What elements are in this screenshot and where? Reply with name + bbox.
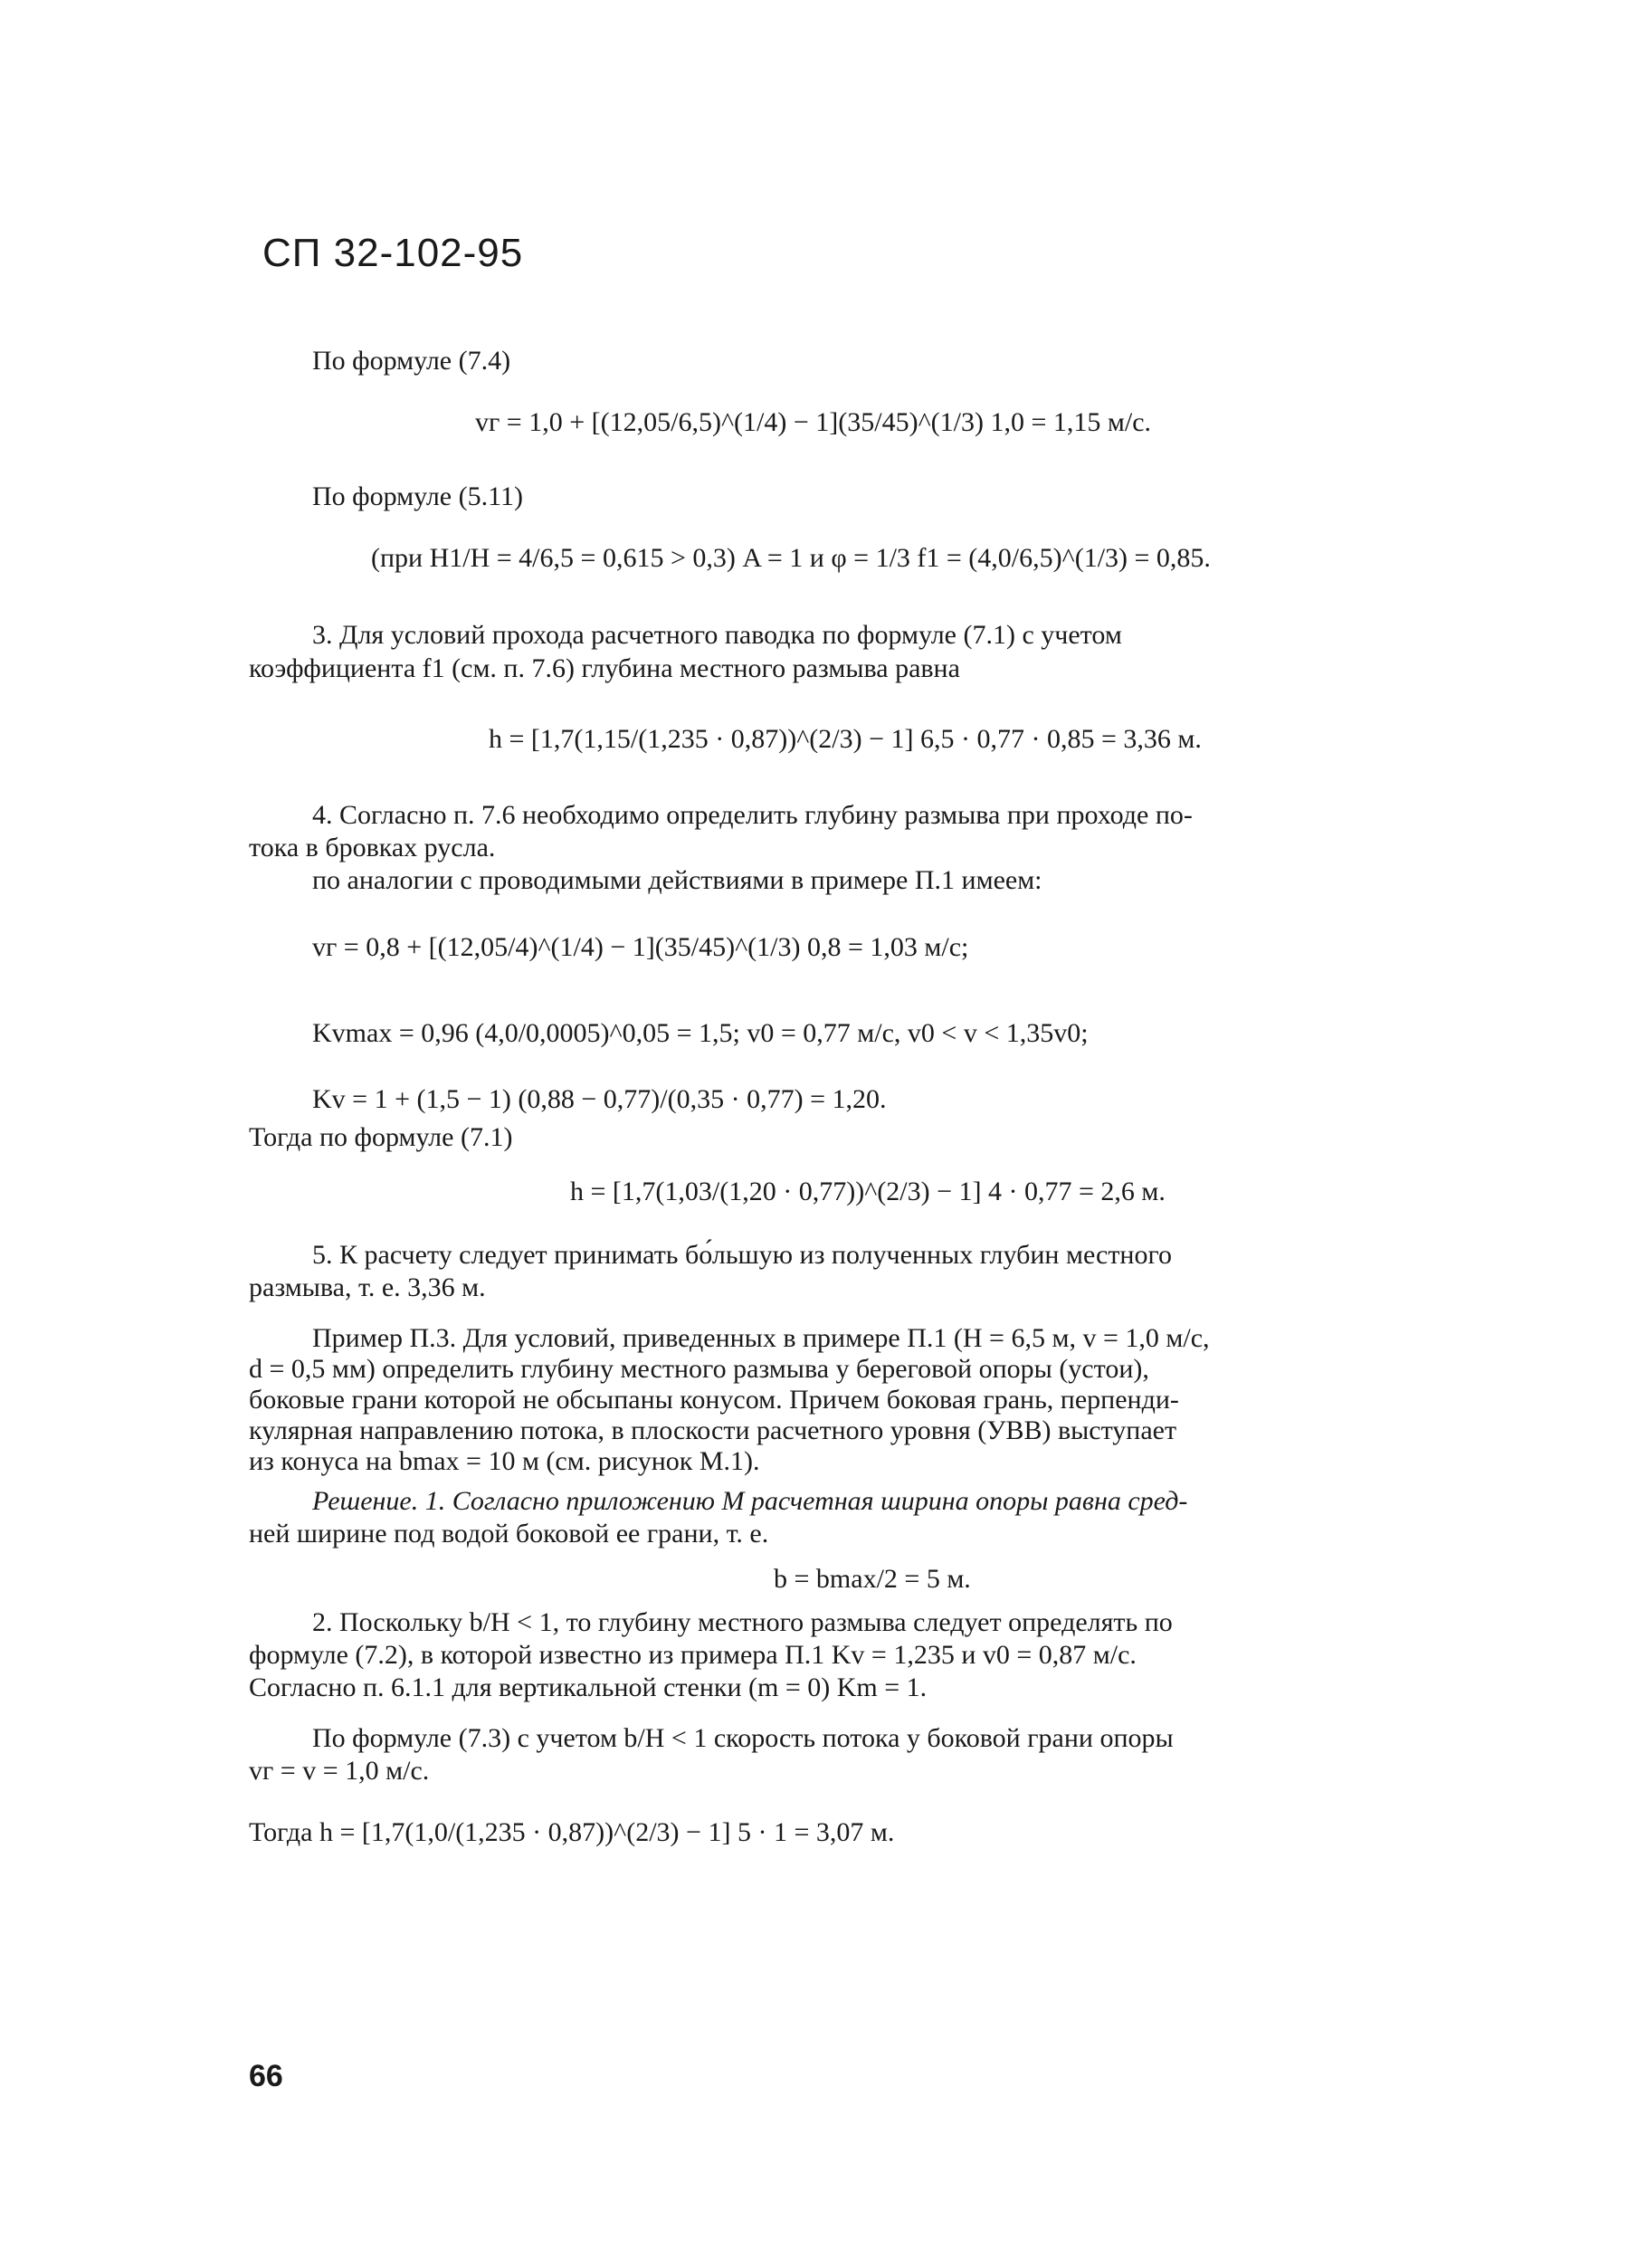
example-line-5: из конуса на bmax = 10 м (см. рисунок М.1). [249,1446,760,1476]
paragraph-4-line-2: тока в бровках русла. [249,833,496,862]
example-line-3: боковые грани которой не обсыпаны конусом. Причем боковая грань, перпенди- [249,1385,1179,1415]
solution-line-1: Решение. 1. Согласно приложению М расчетная ширина опоры равна сред- [312,1486,1188,1516]
example-line-1: Пример П.3. Для условий, приведенных в примере П.1 (H = 6,5 м, v = 1,0 м/с, [312,1323,1210,1353]
formula-velocity-2: vг = 0,8 + [(12,05/4)^(1/4) − 1](35/45)^(1/3) 0,8 = 1,03 м/с; [312,932,969,962]
paragraph-3-line-2: коэффициента f1 (см. п. 7.6) глубина местного размыва равна [249,653,960,683]
paragraph-7-line-2: vг = v = 1,0 м/с. [249,1756,430,1786]
paragraph-6-line-3: Согласно п. 6.1.1 для вертикальной стенки (m = 0) Km = 1. [249,1672,928,1702]
formula-kv: Kv = 1 + (1,5 − 1) (0,88 − 0,77)/(0,35 · 0,77) = 1,20. [312,1084,887,1114]
example-line-2: d = 0,5 мм) определить глубину местного размыва у береговой опоры (устои), [249,1354,1149,1384]
text-line: По формуле (5.11) [312,481,523,511]
text-line: По формуле (7.4) [312,346,511,376]
paragraph-5-line-2: размыва, т. е. 3,36 м. [249,1272,486,1302]
formula-kv-max: Kvmax = 0,96 (4,0/0,0005)^0,05 = 1,5; v0 = 0,77 м/с, v0 < v < 1,35v0; [312,1018,1089,1048]
paragraph-5-line-1: 5. К расчету следует принимать бо́льшую из полученных глубин местного [312,1240,1173,1270]
solution-line-2: ней ширине под водой боковой ее грани, т. е. [249,1519,769,1549]
formula-depth-3: Тогда h = [1,7(1,0/(1,235 · 0,87))^(2/3) − 1] 5 · 1 = 3,07 м. [249,1817,895,1847]
paragraph-4-line-1: 4. Согласно п. 7.6 необходимо определить глубину размыва при проходе по- [312,800,1193,830]
document-code: СП 32-102-95 [262,231,524,275]
page-number: 66 [249,2059,283,2093]
formula-coefficient-f1: (при H1/H = 4/6,5 = 0,615 > 0,3) A = 1 и φ = 1/3 f1 = (4,0/6,5)^(1/3) = 0,85. [371,543,1211,573]
paragraph-6-line-1: 2. Поскольку b/H < 1, то глубину местного размыва следует определять по [312,1607,1173,1637]
text-line: Тогда по формуле (7.1) [249,1122,513,1152]
paragraph-3-line-1: 3. Для условий прохода расчетного паводка по формуле (7.1) с учетом [312,620,1122,650]
example-line-4: кулярная направлению потока, в плоскости расчетного уровня (УВВ) выступает [249,1415,1177,1445]
formula-velocity-1: vг = 1,0 + [(12,05/6,5)^(1/4) − 1](35/45)^(1/3) 1,0 = 1,15 м/с. [475,407,1152,437]
paragraph-4-line-3: по аналогии с проводимыми действиями в примере П.1 имеем: [312,865,1042,895]
formula-width: b = bmax/2 = 5 м. [774,1564,971,1594]
formula-depth-1: h = [1,7(1,15/(1,235 · 0,87))^(2/3) − 1] 6,5 · 0,77 · 0,85 = 3,36 м. [489,724,1202,754]
paragraph-7-line-1: По формуле (7.3) с учетом b/H < 1 скорость потока у боковой грани опоры [312,1723,1174,1753]
paragraph-6-line-2: формуле (7.2), в которой известно из примера П.1 Kv = 1,235 и v0 = 0,87 м/с. [249,1640,1137,1670]
formula-depth-2: h = [1,7(1,03/(1,20 · 0,77))^(2/3) − 1] 4 · 0,77 = 2,6 м. [570,1177,1166,1206]
